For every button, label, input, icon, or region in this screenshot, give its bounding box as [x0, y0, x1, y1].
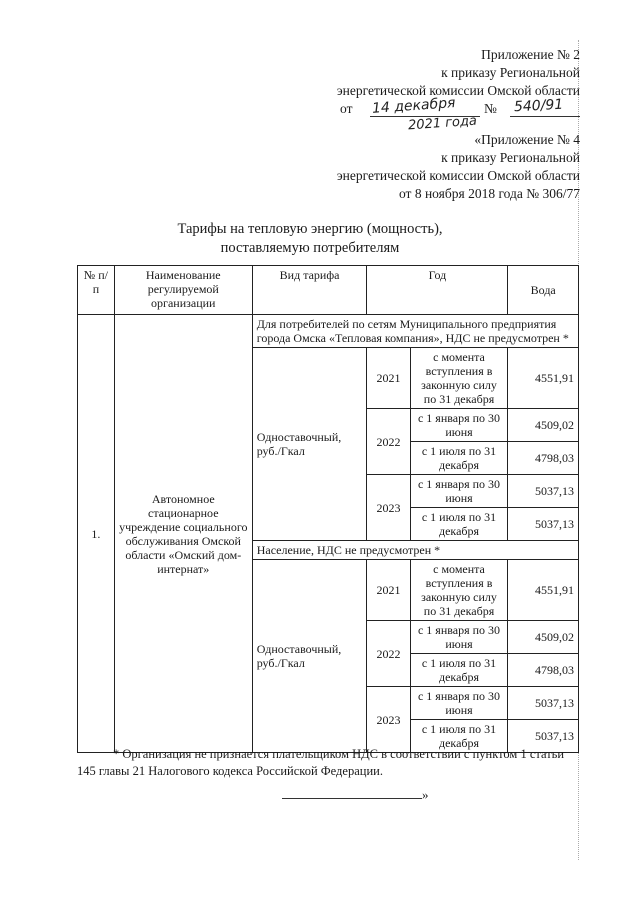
- year-cell: 2022: [367, 409, 410, 475]
- value-cell: 5037,13: [508, 687, 579, 720]
- period-cell: с 1 января по 30 июня: [410, 687, 508, 720]
- value-cell: 4798,03: [508, 442, 579, 475]
- appendix-header: [337, 46, 580, 100]
- value-cell: 4551,91: [508, 560, 579, 621]
- value-cell: 4509,02: [508, 409, 579, 442]
- number-label: №: [484, 101, 497, 116]
- period-cell: с 1 января по 30 июня: [410, 475, 508, 508]
- section-header: Население, НДС не предусмотрен *: [252, 541, 578, 560]
- document-title: [140, 220, 480, 258]
- period-cell: с 1 января по 30 июня: [410, 621, 508, 654]
- appendix-commission: энергетической комиссии Омской области: [336, 83, 580, 98]
- header-water: Вода: [508, 266, 579, 315]
- header-tariff-type: Вид тарифа: [252, 266, 367, 315]
- row-number: 1.: [78, 315, 115, 753]
- appendix-order-ref: к приказу Региональной: [441, 65, 580, 80]
- period-cell: с момента вступления в законную силу по 31 декабря: [410, 348, 508, 409]
- value-cell: 5037,13: [508, 475, 579, 508]
- handwritten-year: 2021 года: [407, 113, 478, 134]
- handwritten-number: 540/91: [513, 96, 564, 116]
- original-order-date: от 8 ноября 2018 года № 306/77: [398, 186, 580, 201]
- appendix-title: Приложение № 2: [481, 47, 580, 62]
- tariff-table: [77, 265, 579, 753]
- original-appendix-header: [337, 131, 580, 203]
- table-header-row: [78, 266, 579, 315]
- header-org: Наименование регулируемой организации: [114, 266, 252, 315]
- value-cell: 4509,02: [508, 621, 579, 654]
- table-row: [78, 315, 579, 348]
- header-year: Год: [367, 266, 508, 315]
- value-cell: 4798,03: [508, 654, 579, 687]
- year-cell: 2021: [367, 348, 410, 409]
- number-underline: [510, 116, 580, 117]
- footnote: * Организация не признается плательщиком НДС в соответствии с пунктом 1 статьи 145 главы 21 Налогового кодекса Российской Федерации.: [77, 747, 565, 778]
- period-cell: с 1 июля по 31 декабря: [410, 720, 508, 753]
- value-cell: 5037,13: [508, 508, 579, 541]
- date-label: от: [340, 101, 353, 116]
- organization-name: Автономное стационарное учреждение социального обслуживания Омской области «Омский дом-интернат»: [114, 315, 252, 753]
- year-cell: 2023: [367, 687, 410, 753]
- header-num: № п/п: [78, 266, 115, 315]
- handwritten-date: 14 декабря: [371, 95, 457, 117]
- value-cell: 5037,13: [508, 720, 579, 753]
- section-header: Для потребителей по сетям Муниципального предприятия города Омска «Тепловая компания», НДС не предусмотрен *: [252, 315, 578, 348]
- period-cell: с 1 июля по 31 декабря: [410, 654, 508, 687]
- tariff-type: Одноставочный, руб./Гкал: [252, 348, 367, 541]
- title-line-2: поставляемую потребителям: [220, 240, 400, 256]
- tariff-type: Одноставочный, руб./Гкал: [252, 560, 367, 753]
- original-appendix-title: «Приложение № 4: [474, 132, 580, 147]
- title-line-1: Тарифы на тепловую энергию (мощность),: [177, 221, 443, 237]
- original-commission: энергетической комиссии Омской области: [336, 168, 580, 183]
- closing-quote: »: [422, 787, 429, 802]
- original-order-ref: к приказу Региональной: [441, 150, 580, 165]
- period-cell: с момента вступления в законную силу по 31 декабря: [410, 560, 508, 621]
- period-cell: с 1 января по 30 июня: [410, 409, 508, 442]
- year-cell: 2023: [367, 475, 410, 541]
- year-cell: 2021: [367, 560, 410, 621]
- closing-line: [282, 786, 429, 803]
- closing-underline: [282, 786, 422, 799]
- value-cell: 4551,91: [508, 348, 579, 409]
- period-cell: с 1 июля по 31 декабря: [410, 508, 508, 541]
- year-cell: 2022: [367, 621, 410, 687]
- period-cell: с 1 июля по 31 декабря: [410, 442, 508, 475]
